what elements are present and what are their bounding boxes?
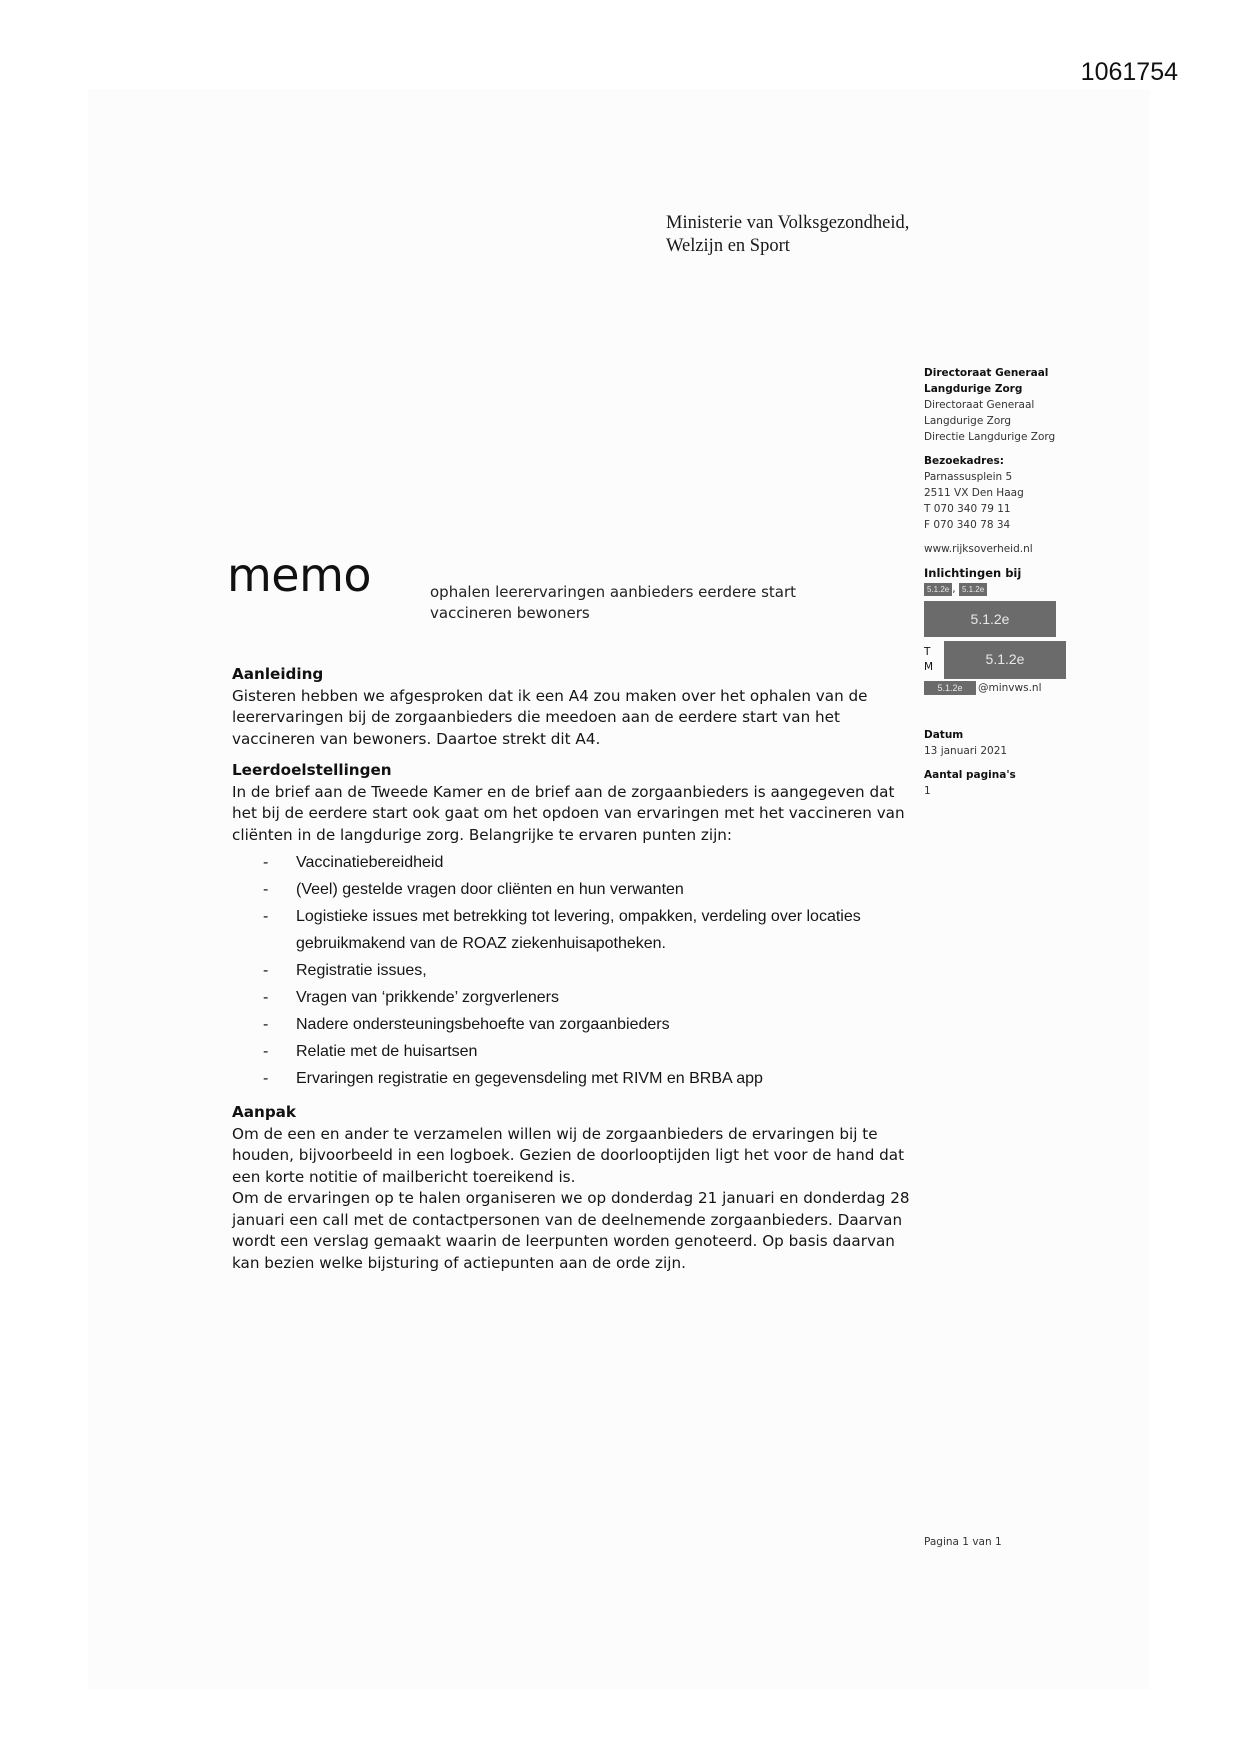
redaction-block: 5.1.2e	[959, 583, 987, 596]
date-value: 13 januari 2021	[924, 745, 1008, 757]
comma: ,	[952, 583, 956, 595]
pages-block	[924, 767, 1154, 799]
list-item	[232, 1065, 912, 1092]
section-aanleiding	[232, 664, 912, 750]
redaction-block: 5.1.2e	[924, 681, 976, 695]
dash-bullet: -	[263, 1016, 269, 1033]
section-paragraph: Om de een en ander te verzamelen willen wij de zorgaanbieders de ervaringen bij te houden, bijvoorbeeld in een logboek. Gezien de doorlooptijden ligt het voor de hand dat een korte notitie of mailbericht toereikend is.	[232, 1124, 905, 1186]
website-link[interactable]: www.rijksoverheid.nl	[924, 543, 1033, 555]
list-item-text: Logistieke issues met betrekking tot levering, ompakken, verdeling over locaties gebruikmakend van de ROAZ ziekenhuisapotheken.	[296, 908, 861, 952]
t-label: T	[924, 646, 931, 658]
page-indicator: Pagina 1 van 1	[924, 1536, 1002, 1548]
dash-bullet: -	[263, 989, 269, 1006]
org-bold-line-1: Directoraat Generaal	[924, 367, 1049, 379]
contact-name-row	[924, 581, 1154, 597]
address-street: Parnassusplein 5	[924, 471, 1013, 483]
ministry-logo-text	[666, 212, 909, 258]
section-heading: Aanpak	[232, 1103, 297, 1121]
list-item	[232, 903, 912, 957]
pages-value: 1	[924, 785, 931, 797]
colofon-sidebar	[924, 365, 1154, 807]
memo-body	[232, 664, 912, 1284]
list-item	[232, 1011, 912, 1038]
m-label: M	[924, 661, 934, 673]
pages-label: Aantal pagina's	[924, 769, 1016, 781]
list-item-text: Relatie met de huisartsen	[296, 1043, 478, 1060]
list-item	[232, 1038, 912, 1065]
redaction-block-large: 5.1.2e	[944, 641, 1066, 679]
contact-block	[924, 565, 1154, 697]
dash-bullet: -	[263, 1043, 269, 1060]
phone-number: T 070 340 79 11	[924, 503, 1011, 515]
redaction-block: 5.1.2e	[924, 583, 952, 596]
section-heading: Leerdoelstellingen	[232, 761, 392, 779]
list-item-text: Vaccinatiebereidheid	[296, 854, 444, 871]
dash-bullet: -	[263, 1070, 269, 1087]
list-item-text: Registratie issues,	[296, 962, 427, 979]
dash-bullet: -	[263, 962, 269, 979]
section-paragraph: In de brief aan de Tweede Kamer en de brief aan de zorgaanbieders is aangegeven dat het bij de eerdere start ook gaat om het opdoen van ervaringen met het vaccineren van cliënten in de langdurige zorg. Belangrijke te ervaren punten zijn:	[232, 782, 905, 844]
list-item	[232, 957, 912, 984]
list-item	[232, 876, 912, 903]
document-id: 1061754	[1080, 58, 1178, 86]
list-item-text: Ervaringen registratie en gegevensdeling met RIVM en BRBA app	[296, 1070, 763, 1087]
learning-points-list	[232, 849, 912, 1092]
tm-labels	[924, 645, 933, 675]
section-paragraph: Om de ervaringen op te halen organiseren we op donderdag 21 januari en donderdag 28 januari een call met de contactpersonen van de deelnemende zorgaanbieders. Daarvan wordt een verslag gemaakt waarin de leerpunten worden genoteerd. Op basis daarvan kan bezien welke bijsturing of actiepunten aan de orde zijn.	[232, 1189, 910, 1272]
list-item-text: Vragen van ‘prikkende’ zorgverleners	[296, 989, 559, 1006]
dash-bullet: -	[263, 908, 269, 925]
date-label: Datum	[924, 729, 964, 741]
dash-bullet: -	[263, 854, 269, 871]
section-aanpak	[232, 1102, 912, 1274]
memo-subject: ophalen leerervaringen aanbieders eerdere start vaccineren bewoners	[430, 583, 797, 622]
address-city: 2511 VX Den Haag	[924, 487, 1024, 499]
section-leerdoelstellingen	[232, 760, 912, 1092]
phone-mobile-row	[924, 641, 1154, 681]
website-block	[924, 541, 1154, 557]
section-paragraph: Gisteren hebben we afgesproken dat ik een A4 zou maken over het ophalen van de leerervaringen bij de zorgaanbieders die meedoen aan de eerdere start van het vaccineren van bewoners. Daartoe strekt dit A4.	[232, 686, 868, 748]
dash-bullet: -	[263, 881, 269, 898]
list-item-text: Nadere ondersteuningsbehoefte van zorgaanbieders	[296, 1016, 670, 1033]
contact-label: Inlichtingen bij	[924, 566, 1022, 580]
memo-title: memo	[227, 548, 372, 602]
visit-address-block	[924, 453, 1154, 533]
org-line-3: Directie Langdurige Zorg	[924, 431, 1056, 443]
email-row	[924, 681, 1154, 697]
redaction-block-large: 5.1.2e	[924, 601, 1056, 637]
list-item	[232, 849, 912, 876]
redaction-row	[924, 601, 1154, 641]
fax-number: F 070 340 78 34	[924, 519, 1011, 531]
list-item	[232, 984, 912, 1011]
org-bold-line-2: Langdurige Zorg	[924, 383, 1023, 395]
org-line-1: Directoraat Generaal	[924, 399, 1035, 411]
ministry-line-2: Welzijn en Sport	[666, 236, 790, 256]
ministry-line-1: Ministerie van Volksgezondheid,	[666, 213, 910, 233]
org-line-2: Langdurige Zorg	[924, 415, 1012, 427]
organisation-block	[924, 365, 1154, 445]
email-domain: @minvws.nl	[978, 682, 1042, 694]
section-heading: Aanleiding	[232, 665, 324, 683]
visit-address-label: Bezoekadres:	[924, 455, 1004, 467]
list-item-text: (Veel) gestelde vragen door cliënten en hun verwanten	[296, 881, 684, 898]
date-block	[924, 727, 1154, 759]
